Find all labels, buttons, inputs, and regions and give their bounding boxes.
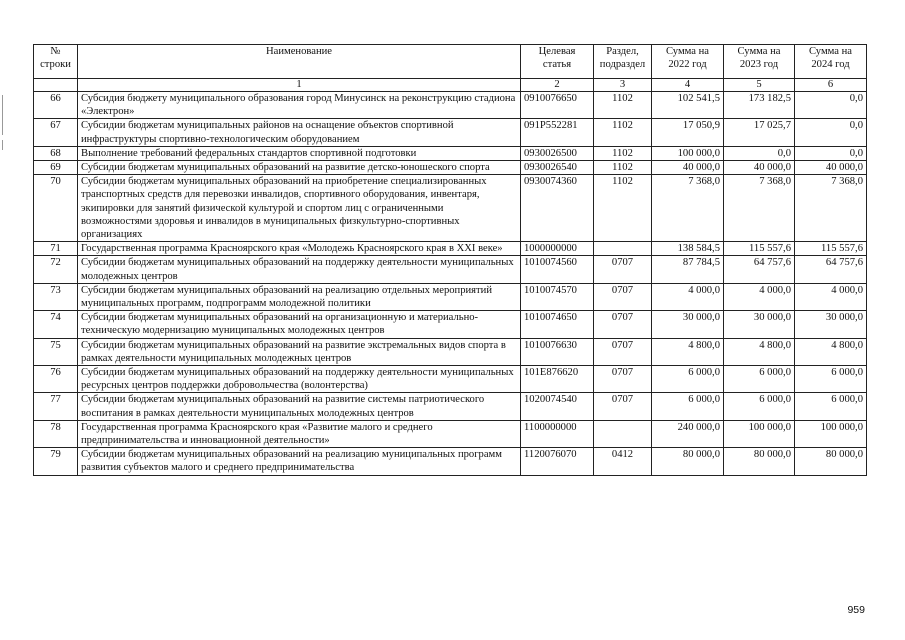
row-name: Государственная программа Красноярского края «Развитие малого и среднего предпринимательства и инновационной деятельности»: [78, 420, 521, 447]
row-number: 77: [34, 393, 78, 420]
row-sum-2023: 4 000,0: [724, 283, 795, 310]
row-section: 0707: [594, 311, 652, 338]
column-number: 4: [652, 79, 724, 92]
header-sum-2022: Сумма на 2022 год: [652, 45, 724, 79]
margin-mark: [2, 140, 4, 150]
table-row: [34, 338, 867, 365]
table-row: [34, 242, 867, 256]
row-section: 1102: [594, 175, 652, 242]
header-row-number: № строки: [34, 45, 78, 79]
row-name: Субсидии бюджетам муниципальных образований на поддержку деятельности муниципальных молодежных центров: [78, 256, 521, 283]
row-section: 0707: [594, 283, 652, 310]
table-row: [34, 161, 867, 175]
table-row: [34, 119, 867, 146]
row-target-article: 1010074560: [521, 256, 594, 283]
row-sum-2022: 6 000,0: [652, 366, 724, 393]
row-sum-2023: 40 000,0: [724, 161, 795, 175]
row-sum-2024: 0,0: [795, 146, 867, 160]
row-target-article: 1010076630: [521, 338, 594, 365]
column-number: 3: [594, 79, 652, 92]
row-number: 72: [34, 256, 78, 283]
row-sum-2023: 0,0: [724, 146, 795, 160]
row-target-article: 0930026540: [521, 161, 594, 175]
row-section: 1102: [594, 161, 652, 175]
row-sum-2022: 100 000,0: [652, 146, 724, 160]
row-number: 71: [34, 242, 78, 256]
row-section: [594, 242, 652, 256]
row-target-article: 1120076070: [521, 448, 594, 475]
row-number: 79: [34, 448, 78, 475]
row-sum-2022: 7 368,0: [652, 175, 724, 242]
row-sum-2024: 0,0: [795, 92, 867, 119]
row-target-article: 1010074650: [521, 311, 594, 338]
row-sum-2024: 64 757,6: [795, 256, 867, 283]
column-number: 2: [521, 79, 594, 92]
row-sum-2024: 6 000,0: [795, 393, 867, 420]
row-section: 1102: [594, 146, 652, 160]
row-name: Государственная программа Красноярского края «Молодежь Красноярского края в XXI веке»: [78, 242, 521, 256]
row-target-article: 1100000000: [521, 420, 594, 447]
header-target-article: Целевая статья: [521, 45, 594, 79]
column-number: [34, 79, 78, 92]
row-number: 74: [34, 311, 78, 338]
row-number: 66: [34, 92, 78, 119]
column-number: 1: [78, 79, 521, 92]
table-row: [34, 366, 867, 393]
row-number: 67: [34, 119, 78, 146]
row-number: 76: [34, 366, 78, 393]
row-name: Субсидии бюджетам муниципальных образований на поддержку деятельности муниципальных ресурсных центров поддержки добровольчества (волонтерства): [78, 366, 521, 393]
row-sum-2022: 6 000,0: [652, 393, 724, 420]
row-target-article: 0930026500: [521, 146, 594, 160]
row-name: Субсидии бюджетам муниципальных образований на развитие системы патриотического воспитания в рамках деятельности муниципальных молодежных центров: [78, 393, 521, 420]
row-target-article: 101E876620: [521, 366, 594, 393]
table-header: [34, 45, 867, 92]
row-target-article: 091P552281: [521, 119, 594, 146]
row-sum-2022: 40 000,0: [652, 161, 724, 175]
row-sum-2023: 6 000,0: [724, 366, 795, 393]
table-row: [34, 146, 867, 160]
row-sum-2022: 102 541,5: [652, 92, 724, 119]
row-number: 78: [34, 420, 78, 447]
row-sum-2024: 4 800,0: [795, 338, 867, 365]
row-name: Субсидии бюджетам муниципальных образований на организационную и материально-техническую модернизацию муниципальных молодежных центров: [78, 311, 521, 338]
row-sum-2023: 64 757,6: [724, 256, 795, 283]
table-row: [34, 175, 867, 242]
row-target-article: 0930074360: [521, 175, 594, 242]
row-sum-2022: 17 050,9: [652, 119, 724, 146]
column-numbers-row: [34, 79, 867, 92]
row-sum-2022: 30 000,0: [652, 311, 724, 338]
row-name: Субсидии бюджетам муниципальных образований на приобретение специализированных транспортных средств для перевозки инвалидов, спортивного оборудования, инвентаря, экипировки для занятий физической культурой и спортом лиц с ограниченными возможностями здоровья и инвалидов в муниципальных физкультурно-спортивных организациях: [78, 175, 521, 242]
table-body: [34, 92, 867, 476]
row-target-article: 1010074570: [521, 283, 594, 310]
row-sum-2022: 240 000,0: [652, 420, 724, 447]
table-row: [34, 283, 867, 310]
row-sum-2023: 115 557,6: [724, 242, 795, 256]
table-row: [34, 420, 867, 447]
row-sum-2023: 7 368,0: [724, 175, 795, 242]
row-sum-2023: 80 000,0: [724, 448, 795, 475]
row-sum-2024: 4 000,0: [795, 283, 867, 310]
row-name: Выполнение требований федеральных стандартов спортивной подготовки: [78, 146, 521, 160]
row-sum-2023: 6 000,0: [724, 393, 795, 420]
row-number: 73: [34, 283, 78, 310]
row-name: Субсидии бюджетам муниципальных образований на реализацию отдельных мероприятий муниципальных программ, подпрограмм молодежной политики: [78, 283, 521, 310]
row-sum-2024: 0,0: [795, 119, 867, 146]
row-sum-2024: 40 000,0: [795, 161, 867, 175]
row-name: Субсидии бюджетам муниципальных образований на развитие экстремальных видов спорта в рамках деятельности муниципальных молодежных центров: [78, 338, 521, 365]
row-number: 68: [34, 146, 78, 160]
table-row: [34, 92, 867, 119]
row-name: Субсидии бюджетам муниципальных образований на развитие детско-юношеского спорта: [78, 161, 521, 175]
column-number: 5: [724, 79, 795, 92]
row-sum-2022: 4 000,0: [652, 283, 724, 310]
row-name: Субсидия бюджету муниципального образования город Минусинск на реконструкцию стадиона «Электрон»: [78, 92, 521, 119]
row-number: 75: [34, 338, 78, 365]
table-row: [34, 393, 867, 420]
row-sum-2023: 4 800,0: [724, 338, 795, 365]
row-sum-2023: 30 000,0: [724, 311, 795, 338]
row-name: Субсидии бюджетам муниципальных образований на реализацию муниципальных программ развития субъектов малого и среднего предпринимательства: [78, 448, 521, 475]
budget-table: [33, 44, 867, 476]
row-sum-2024: 6 000,0: [795, 366, 867, 393]
row-sum-2022: 138 584,5: [652, 242, 724, 256]
page-number: 959: [847, 604, 865, 616]
row-sum-2022: 87 784,5: [652, 256, 724, 283]
row-sum-2024: 115 557,6: [795, 242, 867, 256]
row-sum-2024: 30 000,0: [795, 311, 867, 338]
row-sum-2023: 17 025,7: [724, 119, 795, 146]
row-target-article: 1020074540: [521, 393, 594, 420]
row-number: 70: [34, 175, 78, 242]
row-sum-2023: 100 000,0: [724, 420, 795, 447]
header-section: Раздел, подраздел: [594, 45, 652, 79]
row-sum-2022: 80 000,0: [652, 448, 724, 475]
table-row: [34, 256, 867, 283]
column-number: 6: [795, 79, 867, 92]
row-section: 0707: [594, 393, 652, 420]
header-sum-2023: Сумма на 2023 год: [724, 45, 795, 79]
row-target-article: 1000000000: [521, 242, 594, 256]
row-section: 0707: [594, 366, 652, 393]
table-row: [34, 311, 867, 338]
row-sum-2024: 80 000,0: [795, 448, 867, 475]
margin-mark: [2, 95, 4, 135]
row-sum-2024: 100 000,0: [795, 420, 867, 447]
row-name: Субсидии бюджетам муниципальных районов на оснащение объектов спортивной инфраструктуры спортивно-технологическим оборудованием: [78, 119, 521, 146]
row-sum-2022: 4 800,0: [652, 338, 724, 365]
row-section: [594, 420, 652, 447]
row-sum-2023: 173 182,5: [724, 92, 795, 119]
row-number: 69: [34, 161, 78, 175]
row-section: 0707: [594, 338, 652, 365]
row-section: 1102: [594, 119, 652, 146]
table-row: [34, 448, 867, 475]
header-sum-2024: Сумма на 2024 год: [795, 45, 867, 79]
row-section: 0412: [594, 448, 652, 475]
header-name: Наименование: [78, 45, 521, 79]
row-target-article: 0910076650: [521, 92, 594, 119]
row-section: 0707: [594, 256, 652, 283]
row-section: 1102: [594, 92, 652, 119]
row-sum-2024: 7 368,0: [795, 175, 867, 242]
